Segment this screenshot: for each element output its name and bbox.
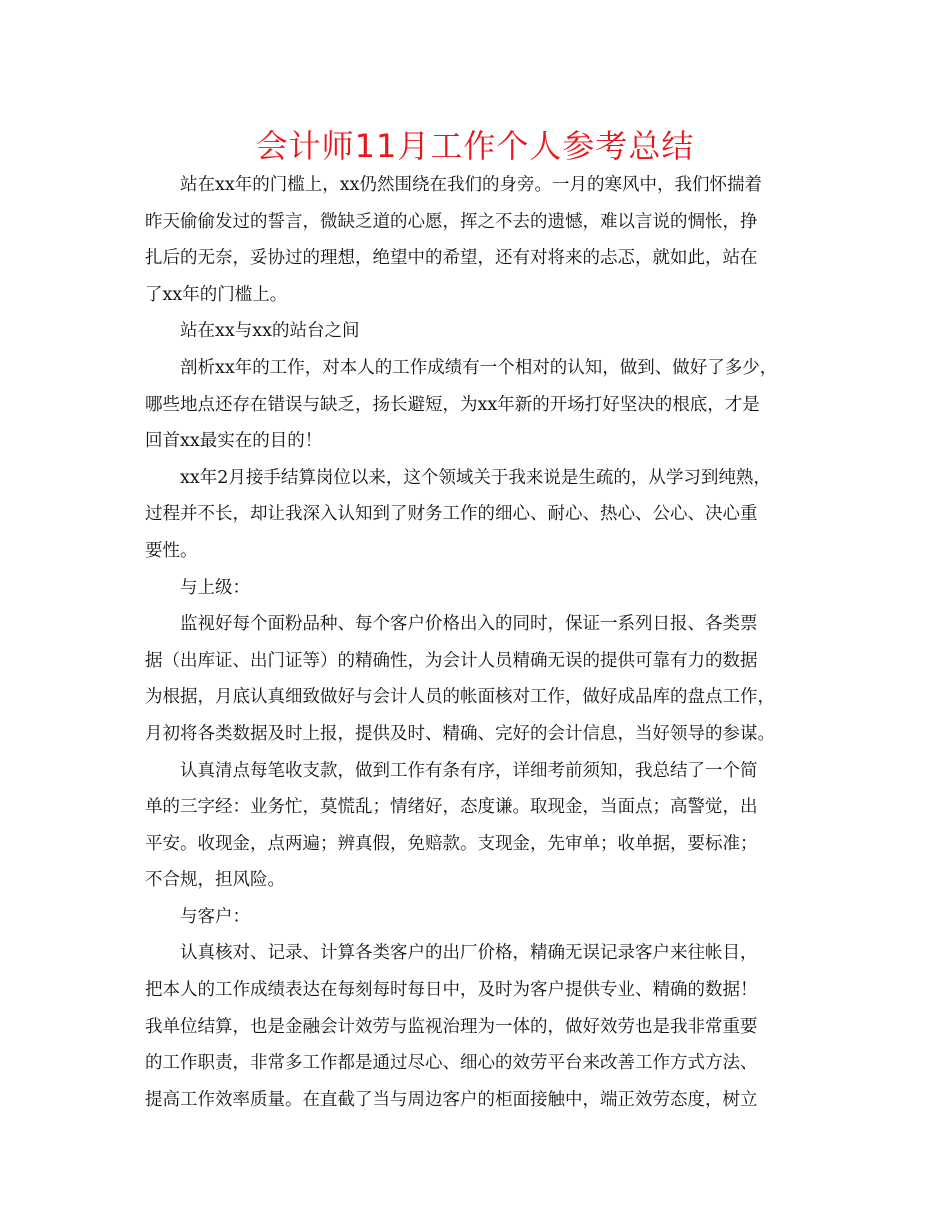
- body-line: 认真核对、记录、计算各类客户的出厂价格，精确无误记录客户来往帐目，: [180, 943, 758, 964]
- body-line: 不合规，担风险。: [145, 870, 285, 891]
- body-line: 单的三字经：业务忙，莫慌乱；情绪好，态度谦。取现金，当面点；高警觉，出: [145, 797, 758, 818]
- body-line: 昨天偷偷发过的誓言，微缺乏道的心愿，挥之不去的遗憾，难以言说的惆怅，挣: [145, 211, 758, 232]
- body-line: 回首xx最实在的目的！: [145, 431, 323, 452]
- body-line: 与上级：: [180, 577, 250, 598]
- body-line: 我单位结算，也是金融会计效劳与监视治理为一体的，做好效劳也是我非常重要: [145, 1016, 758, 1037]
- document-title: 会计师11月工作个人参考总结: [255, 127, 695, 165]
- body-line: 哪些地点还存在错误与缺乏，扬长避短，为xx年新的开场打好坚决的根底，才是: [145, 394, 760, 415]
- body-line: 平安。收现金，点两遍；辨真假，免赔款。支现金，先审单；收单据，要标准；: [145, 833, 758, 854]
- document-body: [145, 167, 810, 1118]
- body-line: 认真清点每笔收支款，做到工作有条有序，详细考前须知，我总结了一个简: [180, 760, 758, 781]
- body-line: 与客户：: [180, 906, 250, 927]
- body-line: 为根据，月底认真细致做好与会计人员的帐面核对工作，做好成品库的盘点工作，: [145, 687, 775, 708]
- body-line: 把本人的工作成绩表达在每刻每时每日中，及时为客户提供专业、精确的数据！: [145, 980, 758, 1001]
- body-line: 要性。: [145, 540, 198, 561]
- body-line: 剖析xx年的工作，对本人的工作成绩有一个相对的认知，做到、做好了多少，: [180, 357, 778, 378]
- body-line: 扎后的无奈，妥协过的理想，绝望中的希望，还有对将来的忐忑，就如此，站在: [145, 248, 758, 269]
- body-line: 了xx年的门槛上。: [145, 284, 288, 305]
- body-line: 据（出库证、出门证等）的精确性，为会计人员精确无误的提供可靠有力的数据: [145, 650, 758, 671]
- body-line: 的工作职责，非常多工作都是通过尽心、细心的效劳平台来改善工作方式方法、: [145, 1053, 758, 1074]
- body-line: 监视好每个面粉品种、每个客户价格出入的同时，保证一系列日报、各类票: [180, 614, 758, 635]
- body-line: xx年2月接手结算岗位以来，这个领域关于我来说是生疏的，从学习到纯熟，: [180, 467, 771, 488]
- body-line: 过程并不长，却让我深入认知到了财务工作的细心、耐心、热心、公心、决心重: [145, 504, 758, 525]
- body-line: 月初将各类数据及时上报，提供及时、精确、完好的会计信息，当好领导的参谋。: [145, 723, 775, 744]
- body-line: 站在xx年的门槛上，xx仍然围绕在我们的身旁。一月的寒风中，我们怀揣着: [180, 175, 762, 195]
- body-line: 提高工作效率质量。在直截了当与周边客户的柜面接触中，端正效劳态度，树立: [145, 1089, 758, 1110]
- body-line: 站在xx与xx的站台之间: [180, 321, 360, 342]
